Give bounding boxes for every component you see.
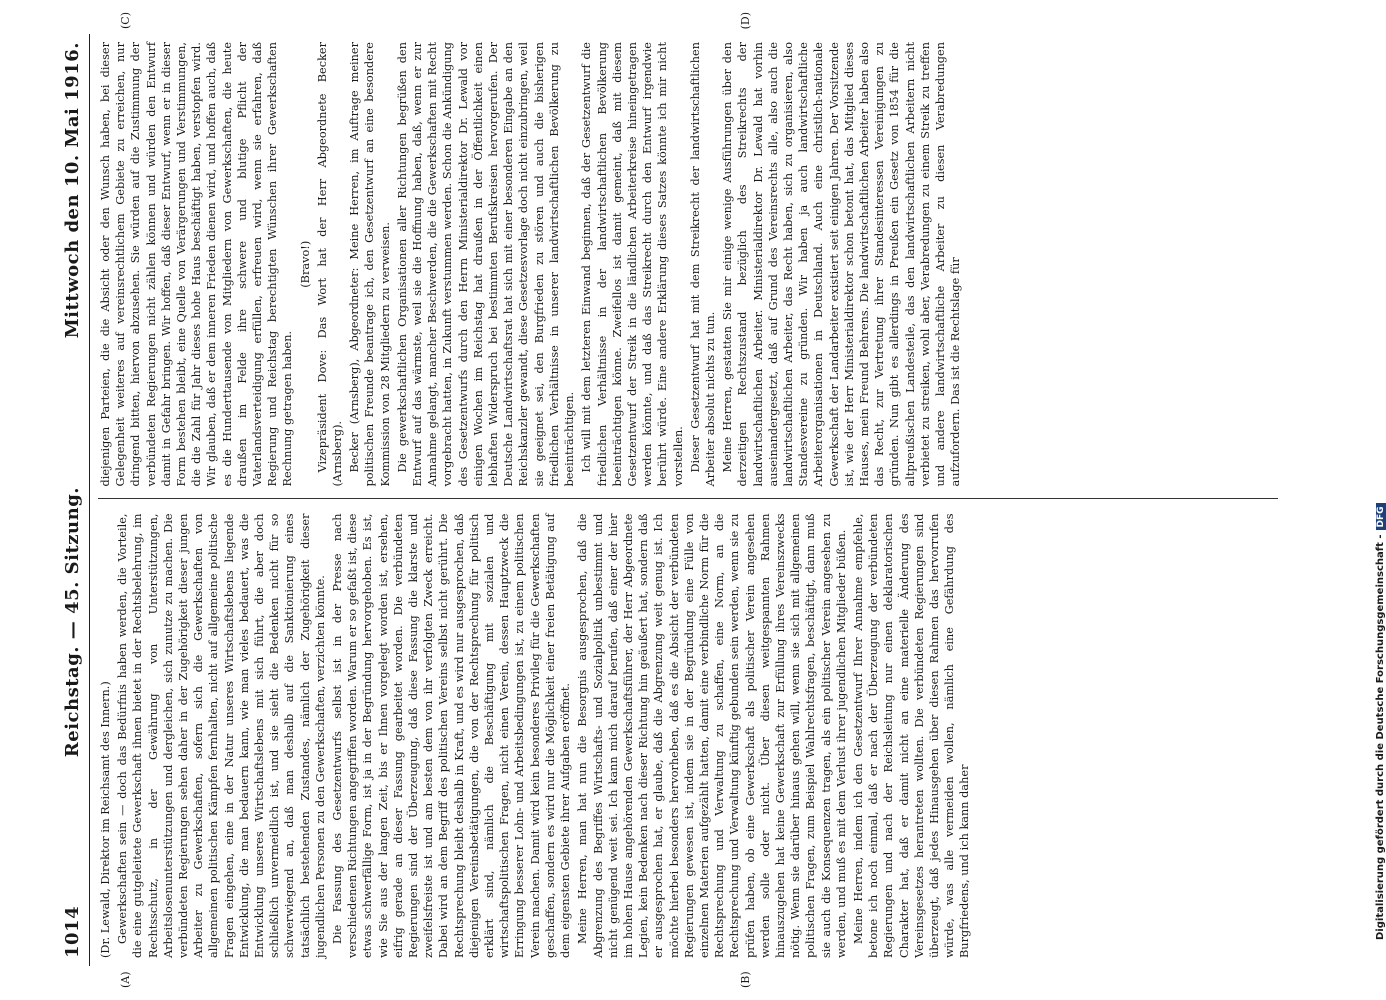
paragraph: diejenigen Parteien, die die Absicht oder den Wunsch haben, bei dieser Gelegenheit weiteres auf vereinsrechtlichem Gebiete zu erreichen, nur dringend bitten, hiervon abzusehen. Sie würden auf die Zustimmung der verbündeten Regierungen nicht zählen können und würden den Entwurf damit in Gefahr bringen. Wir hoffen, daß dieser Entwurf, wenn er in dieser Form bestehen bleibt, eine Quelle von Verärgerungen und Verstimmungen, die die Zahl für Jahr dieses hohe Haus beschäftigt haben, verstopfen wird. Wir glauben, daß er dem inneren Frieden dienen wird, und hoffen auch, daß es die Hunderttausende von Mitgliedern von Gewerkschaften, die heute draußen im Felde ihre schwere und blutige Pflicht der Vaterlandsverteidigung erfüllen, erfreuen wird, wenn sie erfahren, daß Regierung und Reichstag berechtigten Wünschen ihrer Gewerkschaften Rechnung getragen haben. [99,42,295,487]
session-date: Mittwoch den 10. Mai 1916. [62,42,83,339]
session-title: Reichstag. — 45. Sitzung. [62,486,83,758]
speaker-line: (Dr. Lewald, Direktor im Reichsamt des Innern.) [99,681,112,958]
text-columns [90,12,1278,988]
column-left [98,513,1278,988]
paragraph: Gewerkschaften sein — doch das Bedürfnis haben werden, die Vorteile, die eine gutgeleitete Gewerkschaft ihnen bietet in der Rechtsbelehrung, im Rechtsschutz, in der Gewährung von Unterstützungen, Arbeitslosenunterstützungen und dergleichen, sich zunutze zu machen. Die verbündeten Regierungen sehen daher in der Zugehörigkeit dieser jungen Arbeiter zu Gewerkschaften, sofern sich die Gewerkschaften von allgemeinen politischen Kämpfen fernhalten, nicht auf allgemeine politische Fragen eingehen, eine in der Natur unseres Wirtschaftslebens liegende Entwicklung, die man bedauern kann, wie man vieles bedauert, was die Entwicklung unseres Wirtschaftslebens mit sich führt, die aber doch schließlich unvermeidlich ist, und sie sieht die Bedenken nicht für so schwerwiegend an, daß man deshalb auf die Sanktionierung eines tatsächlich bestehenden Zustandes, nämlich der Zugehörigkeit dieser jugendlichen Personen zu den Gewerkschaften, verzichten könnte. [116,513,327,958]
paragraph: Meine Herren, indem ich den Gesetzentwurf Ihrer Annahme empfehle, betone ich noch einmal, daß er nach der Überzeugung der verbündeten Regierungen und nach der Reichsleitung nur einen deklaratorischen Charakter hat, daß er damit nicht an eine materielle Änderung des Vereinsgesetzes herantreten wollten. Die verbündeten Regierungen sind überzeugt, daß jedes Hinausgehen über diesen Rahmen das hervorrufen würde, was alle vermeiden wollen, nämlich eine Gefährdung des Burgfriedens, und ich kann daher [851,513,972,958]
digitization-credit [1361,40,1386,940]
paragraph: Becker (Arnsberg), Abgeordneter: Meine Herren, im Auftrage meiner politischen Freunde beantrage ich, den Gesetzentwurf an eine besondere Kommission von 28 Mitgliedern zu verweisen. [348,42,392,487]
paragraph: Die gewerkschaftlichen Organisationen aller Richtungen begrüßen den Entwurf auf das wärmste, weil sie die Hoffnung haben, daß, wenn er zur Annahme gelangt, mancher Beschwerden, die die Gewerkschaften mit Recht vorgebracht hatten, in Zukunft verstummen werden. Schon die Ankündigung des Gesetzentwurfs durch den Herrn Ministerialdirektor Dr. Lewald vor einigen Wochen im Reichstag hat draußen in der Öffentlichkeit einen lebhaften Widerspruch bei bestimmten Berufskreisen hervorgerufen. Der Deutsche Landwirtschaftsrat hat sich mit einer besonderen Eingabe an den Reichskanzler gewandt, diese Gesetzesvorlage doch nicht einzubringen, weil sie geeignet sei, den Burgfrieden zu stören und auch die bisherigen friedlichen Verhältnisse in unserer landwirtschaftlichen Bevölkerung zu beeinträchtigen. [395,42,577,487]
page-number: 1014 [62,905,83,958]
column-right [98,12,1278,500]
vice-president-line: Vizepräsident Dove: Das Wort hat der Herr Abgeordnete Becker (Arnsberg). [315,42,345,487]
margin-marker-c: (C) [119,12,132,29]
margin-marker-a: (A) [119,971,132,988]
paragraph: Die Fassung des Gesetzentwurfs selbst ist in der Presse nach verschiedenen Richtungen angegriffen worden. Warum er so gefaßt ist, diese etwas schwerfällige Form, ist ja in der Begründung hervorgehoben. Es ist, wie Sie aus der langen Zeit, bis er Ihnen vorgelegt worden ist, ersehen, eifrig gerade an dieser Fassung gearbeitet worden. Die verbündeten Regierungen sind der Überzeugung, daß diese Fassung die klarste und zweifelsfreiste ist und am besten dem von ihr verfolgten Zweck erreicht. Dabei wird an dem Begriff des politischen Vereins selbst nicht gerührt. Die Rechtsprechung bleibt deshalb in Kraft, und es wird nur ausgesprochen, daß diejenigen Vereinsbetätigungen, die von der Rechtsprechung für politisch erklärt sind, nämlich die Beschäftigung mit sozialen und wirtschaftspolitischen Fragen, nicht einen Verein, dessen Hauptzweck die Erringung besserer Lohn- und Arbeitsbedingungen ist, zu einem politischen Verein machen. Damit wird kein besonderes Privileg für die Gewerkschaften geschaffen, sondern es wird nur die Möglichkeit einer freien Betätigung auf dem eigensten Gebiete ihrer Aufgaben eröffnet. [331,513,573,958]
page-header [62,34,90,966]
dfg-logo: DFG [1376,503,1386,530]
credit-text: Digitalisierung gefördert durch die Deutsche Forschungsgemeinschaft - [1375,534,1386,940]
paragraph: Ich will mit dem letzteren Einwand beginnen, daß der Gesetzentwurf die friedlichen Verhältnisse in der landwirtschaftlichen Bevölkerung beeinträchtigen könne. Zweifellos ist damit gemeint, daß mit diesem Gesetzentwurf der Streik in die ländlichen Arbeiterkreise hineingetragen werden könnte, und daß das Streikrecht durch den Entwurf irgendwie berührt würde. Eine andere Erklärung dieses Satzes könnte ich mir nicht vorstellen. [580,42,685,487]
margin-marker-b: (B) [739,971,752,988]
margin-marker-d: (D) [739,12,752,30]
paragraph: Dieser Gesetzentwurf hat mit dem Streikrecht der landwirtschaftlichen Arbeiter absolut nichts zu tun. [688,42,717,487]
applause-note: (Bravo!) [298,240,312,288]
paragraph: Meine Herren, gestatten Sie mir einige wenige Ausführungen über den derzeitigen Rechtszustand bezüglich des Streikrechts der landwirtschaftlichen Arbeiter. Ministerialdirektor Dr. Lewald hat vorhin auseinandergesetzt, daß auf Grund des Vereinsrechts alle, also auch die landwirtschaftlichen Arbeiter, das Recht haben, sich zu organisieren, also Standesvereine zu gründen. Wir haben ja auch landwirtschaftliche Arbeiterorganisationen in Deutschland. Auch eine christlich-nationale Gewerkschaft der Landarbeiter existiert seit einigen Jahren. Der Vorsitzende ist, wie der Herr Ministerialdirektor schon betont hat, das Mitglied dieses Hauses, mein Freund Behrens. Die landwirtschaftlichen Arbeiter haben also das Recht, zur Vertretung ihrer Standesinteressen Vereinigungen zu gründen. Nun gibt es allerdings in Preußen ein Gesetz von 1854 für die altpreußischen Landesteile, das den landwirtschaftlichen Arbeitern nicht verbietet zu streiken, wohl aber, Verabredungen zu einem Streik zu treffen und andere landwirtschaftliche Arbeiter zu diesen Verabredungen aufzufordern. Das ist die Rechtslage für [721,42,963,487]
paragraph: Meine Herren, man hat nun die Besorgnis ausgesprochen, daß die Abgrenzung des Begriffes Wirtschafts- und Sozialpolitik unbestimmt und nicht genügend weit sei. Ich kann mich darauf berufen, daß einer der hier im hohen Hause angehörenden Gewerkschaftsführer, der Herr Abgeordnete Legien, kein Bedenken nach dieser Richtung hin geäußert hat, sondern daß er ausgesprochen hat, er glaube, daß die Abgrenzung weit genug ist. Ich möchte hierbei besonders hervorheben, daß es die Absicht der verbündeten Regierungen gewesen ist, indem sie in der Begründung eine Fülle von einzelnen Materien aufgezählt hatten, damit eine verbindliche Norm für die Rechtsprechung und Verwaltung zu schaffen, eine Norm, an die Rechtsprechung und Verwaltung künftig gebunden sein werden, wenn sie zu prüfen haben, ob eine Gewerkschaft als politischer Verein angesehen werden solle oder nicht. Über diesen weitgespannten Rahmen hinauszugehen hat keine Gewerkschaft zur Erfüllung ihres Vereinszwecks nötig. Wenn sie darüber hinaus gehen will, wenn sie sich mit allgemeinen politischen Fragen, zum Beispiel Wahlrechtsfragen, beschäftigt, dann muß sie auch die Konsequenzen tragen, als ein politischer Verein angesehen zu werden, und muß es mit dem Verlust ihrer jugendlichen Mitglieder büßen. [576,513,848,958]
